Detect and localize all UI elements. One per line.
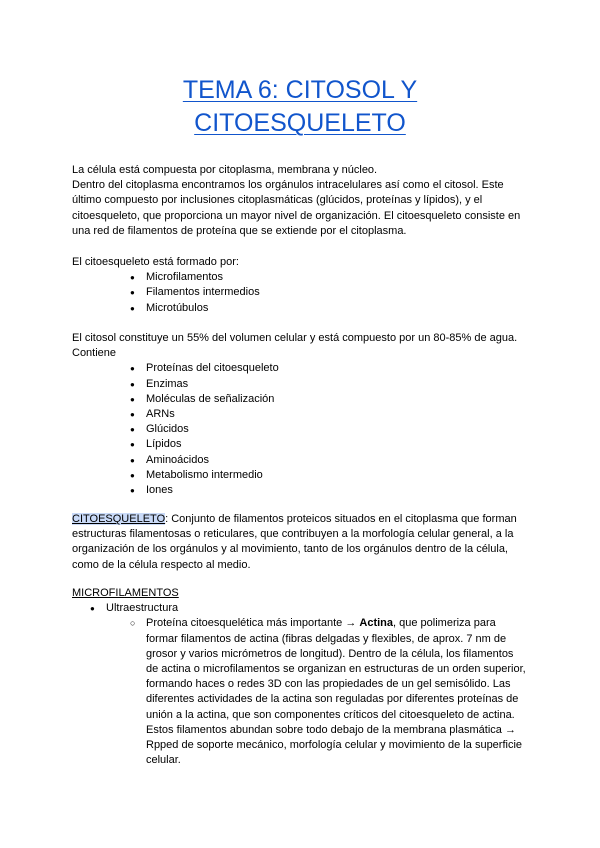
definition-section xyxy=(72,512,528,573)
cytoskeleton-heading: El citoesqueleto está formado por: xyxy=(72,256,239,268)
intro-section xyxy=(72,163,528,239)
cytosol-section xyxy=(72,331,528,498)
intro-paragraph: Dentro del citoplasma encontramos los orgánulos intracelulares así como el citosol. Este último compuesto por inclusiones citoplasmáticas (glúcidos, proteínas y lípidos), y el citoesqueleto, que proporciona un mayor nivel de organización. El citoesqueleto consiste en una red de filamentos de proteína que se extiende por el citoplasma. xyxy=(72,179,521,237)
microfilaments-sublist xyxy=(130,616,528,768)
list-item: ● Metabolismo intermedio xyxy=(130,468,528,483)
list-item: ● Filamentos intermedios xyxy=(130,285,528,300)
page-title xyxy=(0,74,600,140)
sub-text-after: , que polimeriza para formar filamentos de actina (fibras delgadas y flexibles, de aprox. 7 nm de grosor y varios micrómetros de longitud). Dentro de la célula, los filamentos de actina o microfilamentos se organizan en estructuras de un orden superior, formando haces o redes 3D con las propiedades de un gel semisólido. Las diferentes actividades de la actina son reguladas por diferentes proteínas de unión a la actina, que son componentes críticos del citoesqueleto de actina. Estos filamentos abundan sobre todo debajo de la membrana plasmática → Rpped de soporte mecánico, morfología celular y movimiento de la superficie celular. xyxy=(146,617,526,767)
list-item: ● Glúcidos xyxy=(130,422,528,437)
list-item: ● Enzimas xyxy=(130,377,528,392)
list-item: ● Lípidos xyxy=(130,437,528,452)
list-item: ● Moléculas de señalización xyxy=(130,392,528,407)
definition-text: : Conjunto de filamentos proteicos situados en el citoplasma que forman estructuras filamentosas o reticulares, que contribuyen a la morfología celular general, a la organización de los orgánulos y al movimiento, tanto de los orgánulos dentro de la célula, como de la célula respecto al medio. xyxy=(72,513,517,571)
list-item: ● Iones xyxy=(130,483,528,498)
cytosol-line: El citosol constituye un 55% del volumen celular y está compuesto por un 80-85% de agua. xyxy=(72,332,518,344)
list-item: ● Proteínas del citoesqueleto xyxy=(130,361,528,376)
list-item: ● ARNs xyxy=(130,407,528,422)
list-item xyxy=(130,616,528,768)
list-item: ● Microfilamentos xyxy=(130,270,528,285)
title-line-1: TEMA 6: CITOSOL Y xyxy=(182,76,418,104)
cytosol-contains: Contiene xyxy=(72,347,117,360)
cytoskeleton-section xyxy=(72,255,528,316)
cytosol-list xyxy=(130,361,528,498)
microfilaments-heading: MICROFILAMENTOS xyxy=(72,587,179,599)
list-item: ● Aminoácidos xyxy=(130,453,528,468)
definition-paragraph xyxy=(72,512,528,573)
microfilaments-section xyxy=(72,586,528,768)
list-item: ● Ultraestructura xyxy=(90,601,528,616)
sub-text-before: Proteína citoesquelética más importante → xyxy=(146,617,360,630)
intro-line: La célula está compuesta por citoplasma, membrana y núcleo. xyxy=(72,164,378,176)
title-line-2: CITOESQUELETO xyxy=(194,109,406,137)
list-item: ● Microtúbulos xyxy=(130,301,528,316)
definition-term: CITOESQUELETO xyxy=(72,513,166,525)
actina-term: Actina xyxy=(359,617,394,630)
microfilaments-list xyxy=(90,601,528,616)
cytoskeleton-list xyxy=(130,270,528,316)
